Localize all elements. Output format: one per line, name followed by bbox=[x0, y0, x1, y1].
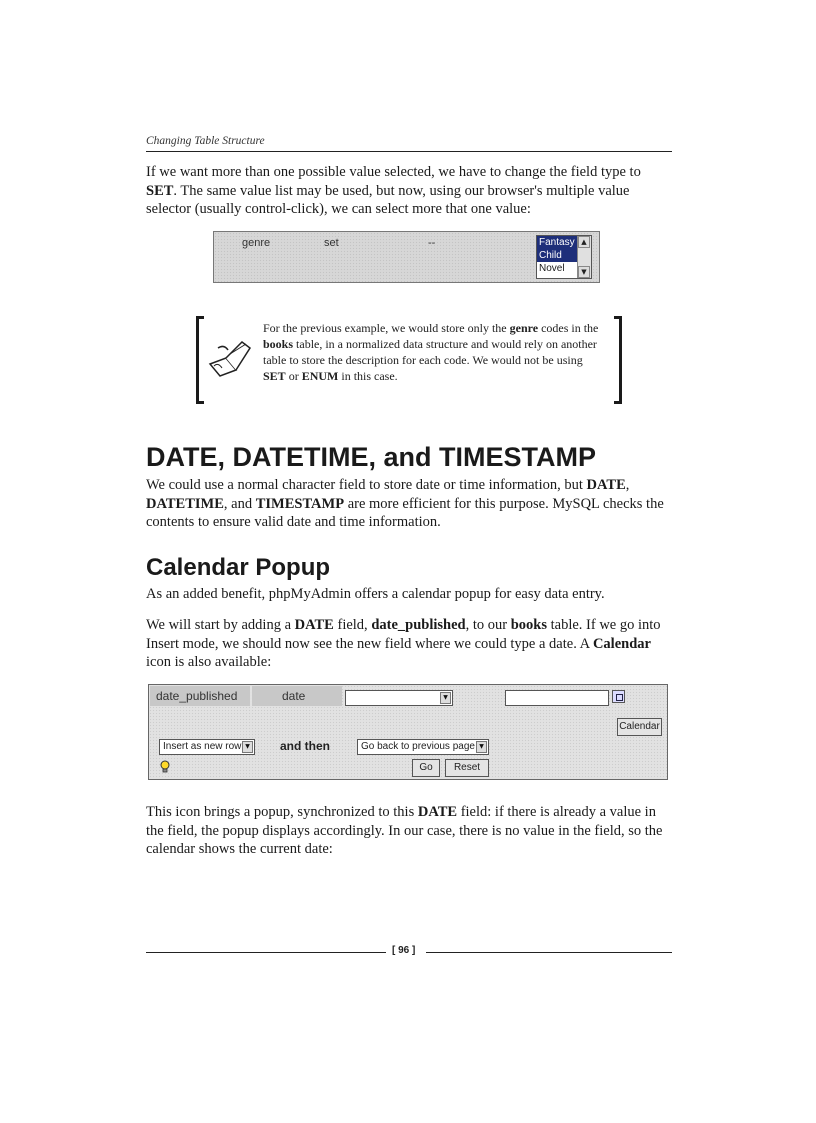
insert-mode-select[interactable] bbox=[159, 739, 255, 755]
field-name: genre bbox=[242, 237, 271, 249]
calendar-icon[interactable] bbox=[612, 690, 625, 703]
note-pencil-icon bbox=[206, 336, 254, 380]
bold-term: SET bbox=[146, 182, 174, 199]
scroll-down-icon[interactable]: ▼ bbox=[578, 266, 590, 278]
note-text bbox=[263, 320, 603, 384]
text: field, bbox=[333, 617, 372, 633]
bold-term: genre bbox=[509, 321, 539, 335]
date-input[interactable] bbox=[505, 690, 609, 706]
bold-term: DATETIME bbox=[146, 495, 224, 512]
text: codes in the bbox=[538, 321, 599, 335]
text: icon is also available: bbox=[146, 654, 272, 670]
bold-term: ENUM bbox=[301, 369, 339, 383]
function-select[interactable] bbox=[345, 690, 453, 706]
text: , and bbox=[223, 495, 256, 512]
text: We will start by adding a bbox=[146, 617, 295, 633]
footer-rule-left bbox=[146, 952, 386, 953]
running-header: Changing Table Structure bbox=[146, 135, 265, 147]
field-type: date bbox=[282, 689, 306, 703]
bold-term: DATE bbox=[417, 804, 458, 820]
text: in this case. bbox=[338, 369, 398, 383]
go-button[interactable]: Go bbox=[412, 759, 440, 777]
text: field: if there is already a value in the field, the popup displays accordingly. In our case, there is no value in the field, so the calendar shows the current date: bbox=[146, 804, 663, 857]
text: , bbox=[625, 477, 630, 493]
footer-rule-right bbox=[426, 952, 672, 953]
paragraph-date-field bbox=[146, 616, 672, 672]
paragraph-set-intro bbox=[146, 163, 672, 219]
function-select[interactable]: -- bbox=[428, 237, 436, 249]
field-name: date_published bbox=[156, 689, 238, 703]
bold-term: books bbox=[510, 617, 547, 633]
bold-term: SET bbox=[263, 369, 286, 383]
reset-button[interactable]: Reset bbox=[445, 759, 489, 777]
text: For the previous example, we would store only the bbox=[263, 321, 510, 335]
text: are more efficient for this purpose. MySQL checks the contents to ensure valid date and time information. bbox=[146, 495, 664, 530]
bold-term: DATE bbox=[586, 477, 626, 493]
set-field-screenshot bbox=[213, 231, 600, 283]
chevron-down-icon[interactable]: ▼ bbox=[440, 692, 451, 704]
bold-term: date_published bbox=[371, 617, 466, 633]
text: We could use a normal character field to store date or time information, but bbox=[146, 477, 587, 493]
paragraph-date-types bbox=[146, 476, 672, 532]
header-rule bbox=[146, 151, 672, 152]
insert-mode-value: Insert as new row bbox=[163, 741, 242, 752]
bold-term: Calendar bbox=[592, 635, 651, 652]
field-type: set bbox=[324, 237, 339, 249]
bold-term: DATE bbox=[294, 617, 334, 633]
paragraph-icon-popup bbox=[146, 803, 672, 859]
multi-select-list[interactable] bbox=[536, 235, 592, 279]
subsection-heading: Calendar Popup bbox=[146, 554, 331, 581]
after-insert-select[interactable] bbox=[357, 739, 489, 755]
text: . The same value list may be used, but now, using our browser's multiple value selector (usually control-click), we can select more that one value: bbox=[146, 182, 630, 217]
bold-term: books bbox=[263, 337, 294, 351]
text: , to our bbox=[465, 617, 511, 633]
text: or bbox=[285, 369, 302, 383]
scrollbar[interactable] bbox=[577, 236, 591, 278]
bold-term: TIMESTAMP bbox=[255, 495, 345, 512]
scroll-up-icon[interactable]: ▲ bbox=[578, 236, 590, 248]
text: This icon brings a popup, synchronized to this bbox=[146, 804, 418, 820]
paragraph-calendar-benefit: As an added benefit, phpMyAdmin offers a calendar popup for easy data entry. bbox=[146, 586, 605, 602]
and-then-label: and then bbox=[280, 739, 330, 753]
option-fantasy[interactable]: Fantasy bbox=[537, 236, 579, 249]
chevron-down-icon[interactable]: ▼ bbox=[476, 741, 487, 753]
section-heading: DATE, DATETIME, and TIMESTAMP bbox=[146, 442, 596, 472]
note-bracket-right bbox=[614, 316, 622, 404]
text: If we want more than one possible value selected, we have to change the field type to bbox=[146, 164, 641, 180]
text: table. If we go into Insert mode, we should now see the new field where we could type a date. A bbox=[146, 617, 661, 652]
chevron-down-icon[interactable]: ▼ bbox=[242, 741, 253, 753]
after-insert-value: Go back to previous page bbox=[361, 741, 475, 752]
text: table, in a normalized data structure and would rely on another table to store the description for each code. We would not be using bbox=[263, 337, 597, 367]
note-bracket-left bbox=[196, 316, 204, 404]
option-novel[interactable]: Novel bbox=[539, 263, 565, 274]
lightbulb-icon bbox=[160, 760, 170, 773]
page-number: [ 96 ] bbox=[392, 945, 416, 956]
option-child[interactable]: Child bbox=[537, 249, 579, 262]
calendar-button[interactable]: Calendar bbox=[617, 718, 662, 736]
insert-form-screenshot bbox=[148, 684, 668, 780]
